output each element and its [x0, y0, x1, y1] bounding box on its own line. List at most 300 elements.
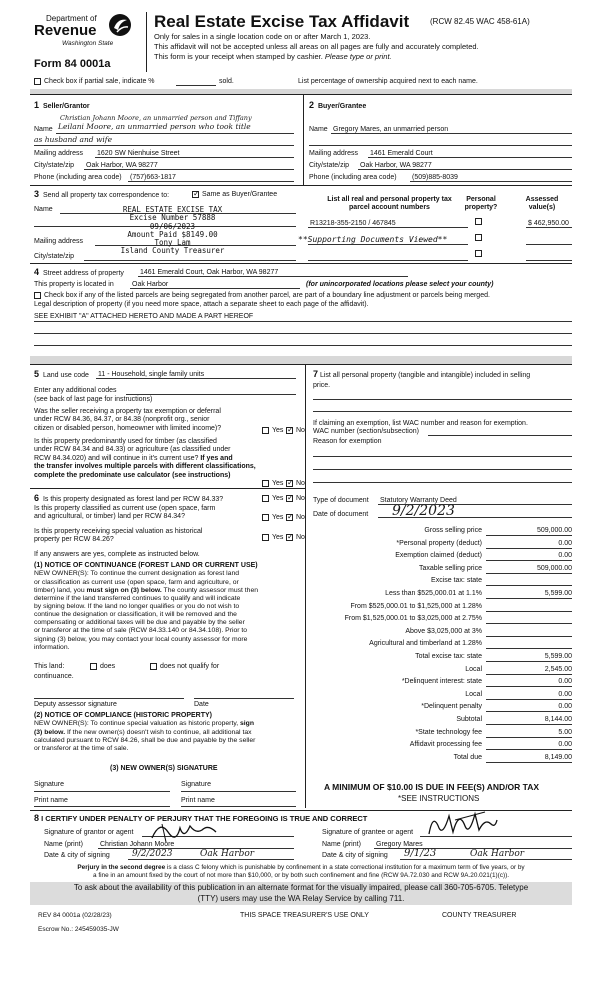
- grantee-date-label: Date & city of signing: [322, 852, 388, 859]
- grantee-signature-label: Signature of grantee or agent: [322, 829, 414, 836]
- divider: [30, 94, 572, 95]
- tax-row: [313, 728, 572, 741]
- header-note-3b: Please type or print.: [324, 52, 392, 61]
- seller-mailing[interactable]: 1620 SW Nienhuise Street: [97, 150, 180, 157]
- personal-property-line-2[interactable]: [313, 411, 572, 412]
- grantee-name-label: Name (print): [322, 841, 361, 848]
- land-use-line: [96, 378, 296, 379]
- unincorporated-note: (for unincorporated locations please select your county): [306, 281, 494, 288]
- deputy-signature-line[interactable]: [34, 698, 184, 699]
- tax-row-value[interactable]: 0.00: [558, 539, 572, 547]
- print-name-label-2: Print name: [181, 797, 215, 804]
- rcw-reference: (RCW 82.45 WAC 458-61A): [430, 17, 530, 26]
- tax-row-value[interactable]: 0.00: [558, 690, 572, 698]
- assessed-header: [512, 196, 572, 212]
- tax-row-label: Subtotal: [456, 716, 482, 723]
- tax-row: [313, 690, 572, 703]
- notice-2-line-2a: (3) below.: [34, 728, 66, 736]
- tax-row-label: *Delinquent penalty: [421, 703, 482, 711]
- tax-row: [313, 715, 572, 728]
- perjury-notice: [30, 864, 572, 880]
- tax-row-line: [486, 611, 572, 612]
- seller-city[interactable]: Oak Harbor, WA 98277: [86, 162, 158, 169]
- ownership-note: List percentage of ownership acquired next to each name.: [298, 78, 478, 85]
- notice-2-line-3: calculated pursuant to RCW 84.26, shall be due and payable by the seller: [34, 736, 256, 744]
- parcel-number[interactable]: R13218-355-2150 / 467845: [310, 220, 396, 227]
- buyer-mailing[interactable]: 1461 Emerald Court: [370, 150, 433, 157]
- tax-row: [313, 589, 572, 602]
- shaded-band-2: [30, 356, 572, 364]
- assessed-line-1: [526, 227, 572, 228]
- tax-row-line: [486, 585, 572, 586]
- land-does-checkbox[interactable]: [90, 663, 97, 670]
- doc-date[interactable]: 9/2/2023: [392, 503, 455, 519]
- doc-type-label: Type of document: [313, 497, 369, 504]
- buyer-phone-label: Phone (including area code): [309, 174, 397, 181]
- buyer-name-label: Name: [309, 126, 328, 133]
- segregated-checkbox[interactable]: [34, 292, 41, 299]
- located-line: [130, 288, 300, 289]
- certify-text: I CERTIFY UNDER PENALTY OF PERJURY THAT THE FOREGOING IS TRUE AND CORRECT: [41, 814, 368, 823]
- tax-row: [313, 576, 572, 589]
- tax-row-line: [486, 724, 572, 725]
- notice-1-line-3: [34, 587, 258, 595]
- legal-line-1: [34, 321, 572, 322]
- buyer-phone[interactable]: (509)885-8039: [412, 174, 458, 181]
- s5-q2-yes-checkbox[interactable]: [262, 480, 269, 487]
- tax-row-value[interactable]: 8,149.00: [544, 753, 572, 761]
- section-1-number: 1: [34, 100, 40, 110]
- buyer-heading: [309, 100, 366, 111]
- assessed-line-2: [526, 244, 572, 245]
- s6-q2-yes-checkbox[interactable]: [262, 514, 269, 521]
- section-8-number: 8: [34, 813, 40, 823]
- tax-row: [313, 627, 572, 640]
- additional-codes-line[interactable]: [126, 394, 296, 395]
- divider: [30, 364, 572, 365]
- tax-row-label: From $525,000.01 to $1,525,000 at 1.28%: [350, 602, 482, 610]
- header-note-3: [154, 53, 392, 62]
- section-3-number: 3: [34, 189, 40, 199]
- s6-q1-text: Is this property designated as forest land per RCW 84.33?: [42, 496, 224, 503]
- tax-row: [313, 753, 572, 766]
- grantor-city[interactable]: Oak Harbor: [200, 849, 255, 859]
- tax-row-line: [486, 749, 572, 750]
- s6-q3-line-2: property per RCW 84.26?: [34, 536, 114, 544]
- sold-label: sold.: [219, 78, 234, 85]
- notice-2-line-2b: If the new owner(s) doesn't wish to continue, all additional tax: [65, 728, 252, 736]
- wac-number-line[interactable]: [428, 435, 572, 436]
- personal-header-1: Personal: [466, 196, 496, 203]
- tax-row: [313, 564, 572, 577]
- s5-q1-no-checkbox[interactable]: [286, 427, 293, 434]
- grantee-date-line: [400, 859, 572, 860]
- tax-row: [313, 602, 572, 615]
- grantor-date-label: Date & city of signing: [44, 852, 110, 859]
- tax-row: [313, 677, 572, 690]
- tax-row-label: Local: [465, 690, 482, 698]
- partial-sale-percent-field[interactable]: [176, 79, 216, 86]
- seller-name-label: Name: [34, 126, 53, 133]
- section-3-mailing-label: Mailing address: [34, 238, 84, 245]
- notice-2-line-1b: sign: [240, 720, 254, 728]
- seller-mailing-label: Mailing address: [34, 150, 84, 157]
- buyer-city-label: City/state/zip: [309, 162, 350, 169]
- notice-continuance: [34, 562, 258, 652]
- buyer-name-line: [331, 133, 572, 134]
- s6-q3-no-checkbox[interactable]: [286, 534, 293, 541]
- notice-2-line-1: [34, 720, 255, 728]
- tax-row-line: [486, 598, 572, 599]
- divider: [30, 185, 572, 186]
- stamp-line-1: REAL ESTATE EXCISE TAX: [122, 205, 223, 214]
- doc-date-label: Date of document: [313, 511, 369, 518]
- new-owner-print-line-1[interactable]: [34, 806, 170, 807]
- parcels-header-1: List all real and personal property tax: [327, 196, 452, 203]
- grantor-name-label: Name (print): [44, 841, 83, 848]
- s5-q2-line-1: Is this property predominantly used for timber (as classified: [34, 438, 217, 445]
- tax-row-line: [486, 686, 572, 687]
- parcel-line-3: [308, 260, 468, 261]
- s6-q2-no-label: No: [296, 514, 305, 521]
- stamp-line-6: Island County Treasurer: [120, 246, 225, 256]
- perjury-bold: Perjury in the second degree: [77, 864, 166, 871]
- buyer-city[interactable]: Oak Harbor, WA 98277: [360, 162, 432, 169]
- divider: [30, 488, 306, 489]
- perjury-text-2: a fine in an amount fixed by the court of not more than $10,000, or by both such confinement and fine (RCW 9A.72.030 and RCW 9A.20.021(1)(c)).: [93, 872, 509, 879]
- tax-row-label: Gross selling price: [424, 527, 482, 534]
- seller-name-line: [56, 133, 294, 134]
- seller-heading-label: Seller/Grantor: [42, 103, 90, 110]
- header-note-1: Only for sales in a single location code on or after March 1, 2023.: [154, 32, 371, 41]
- tax-row-line: [486, 648, 572, 649]
- tax-row-label: Affidavit processing fee: [409, 741, 482, 749]
- print-name-label-1: Print name: [34, 797, 68, 804]
- buyer-name-line-2: [309, 145, 572, 146]
- section-7-text-1: List all personal property (tangible and intangible) included in selling: [319, 372, 531, 379]
- grantor-date[interactable]: 9/2/2023: [132, 849, 173, 859]
- grantee-date[interactable]: 9/1/23: [404, 848, 437, 859]
- s5-q2-line-3b: If yes and: [200, 454, 233, 462]
- dept-of-label: Department of: [46, 14, 97, 23]
- tax-row-value[interactable]: 509,000.00: [536, 527, 572, 534]
- tax-row-line: [486, 535, 572, 536]
- tax-row: [313, 614, 572, 627]
- legal-line-3: [34, 345, 572, 346]
- perjury-text-1: is a class C felony which is punishable by confinement in a state correctional institution for a maximum term of five years, or by: [165, 864, 525, 871]
- tax-row-line: [486, 636, 572, 637]
- notice-1-line-5: by signing below. If the land no longer qualifies or you do not wish to: [34, 603, 240, 611]
- s6-q2-yes-label: Yes: [272, 514, 284, 521]
- tax-row-line: [486, 623, 572, 624]
- s5-q2-yes-label: Yes: [272, 480, 284, 487]
- s6-q3-yes-checkbox[interactable]: [262, 534, 269, 541]
- personal-header-2: property?: [464, 204, 498, 212]
- grantee-city[interactable]: Oak Harbor: [470, 849, 525, 859]
- supporting-docs-stamp: **Supporting Documents Viewed**: [298, 235, 448, 244]
- grantee-name[interactable]: Gregory Mares: [376, 841, 423, 848]
- parcels-header: [312, 196, 467, 212]
- seller-phone-label: Phone (including area code): [34, 174, 122, 181]
- notice-1-line-6: continue the designation or classification, it will be removed and the: [34, 611, 237, 619]
- parcel-line-2: [308, 244, 468, 245]
- wac-instructions: If claiming an exemption, list WAC number and reason for exemption.: [313, 420, 528, 427]
- revenue-swirl-icon: [108, 12, 132, 38]
- section-3-city-line: [84, 260, 296, 261]
- s6-q1-yes-checkbox[interactable]: [262, 495, 269, 502]
- seller-city-label: City/state/zip: [34, 162, 75, 169]
- s5-q1-line-2: under RCW 84.36, 84.37, or 84.38 (nonprofit org., senior: [34, 416, 210, 424]
- tax-row-label: Agricultural and timberland at 1.28%: [369, 640, 482, 648]
- notice-1-line-3b: must sign on (3) below.: [86, 586, 162, 594]
- tax-row-line: [486, 560, 572, 561]
- tax-row-label: Taxable selling price: [418, 564, 482, 572]
- county-treasurer: COUNTY TREASURER: [442, 912, 517, 919]
- tax-row-value[interactable]: 8,144.00: [544, 716, 572, 723]
- minimum-due-note: A MINIMUM OF $10.00 IS DUE IN FEE(S) AND/OR TAX: [324, 782, 540, 792]
- tax-row-label: *Delinquent interest: state: [401, 678, 482, 686]
- divider: [30, 263, 572, 264]
- s6-q1-no-label: No: [296, 495, 305, 502]
- reason-line-2[interactable]: [313, 469, 572, 470]
- notice-2-line-1a: NEW OWNER(S): To continue special valuation as historic property,: [34, 720, 240, 728]
- s5-q2-no-label: No: [296, 480, 305, 487]
- buyer-name[interactable]: Gregory Mares, an unmarried person: [333, 126, 449, 133]
- signature-label-1: Signature: [34, 781, 64, 788]
- notice-1-line-8: or transferor at the time of sale (RCW 84.33.140 or 84.34.108). Prior to: [34, 627, 248, 635]
- tax-row: [313, 539, 572, 552]
- tax-row-label: Local: [465, 665, 482, 673]
- s5-q1-yes-checkbox[interactable]: [262, 427, 269, 434]
- tax-row-line: [486, 762, 572, 763]
- personal-property-checkbox-2[interactable]: [475, 234, 482, 241]
- doc-date-line: [378, 517, 572, 518]
- land-use-row: [34, 369, 89, 380]
- s5-q1-line-1: Was the seller receiving a property tax exemption or deferral: [34, 408, 221, 415]
- s5-q2-line-3: [34, 455, 256, 463]
- tax-row: [313, 551, 572, 564]
- property-street[interactable]: 1461 Emerald Court, Oak Harbor, WA 98277: [140, 269, 279, 276]
- tax-row-value[interactable]: 5,599.00: [544, 653, 572, 660]
- tax-row-line: [486, 699, 572, 700]
- deputy-date-label: Date: [194, 701, 209, 708]
- notice-1-line-4: determine if the land transferred continues to qualify and will indicate: [34, 594, 241, 602]
- s5-q2-no-checkbox[interactable]: [286, 480, 293, 487]
- header-note-2: This affidavit will not be accepted unless all areas on all pages are fully and accurately completed.: [154, 42, 479, 51]
- tax-row: [313, 526, 572, 539]
- same-as-buyer-label: Same as Buyer/Grantee: [202, 191, 278, 198]
- notice-2-line-2: [34, 729, 255, 737]
- seller-name-handwritten-2: as husband and wife: [34, 135, 113, 144]
- see-instructions: *SEE INSTRUCTIONS: [398, 794, 480, 803]
- tax-row-label: Exemption claimed (deduct): [395, 552, 482, 560]
- seller-name-line-2: [34, 145, 294, 146]
- tax-row-value[interactable]: 5.00: [558, 728, 572, 736]
- section-4-number: 4: [34, 267, 40, 277]
- deputy-signature-label: Deputy assessor signature: [34, 701, 117, 708]
- land-does-not-label: does not qualify for: [160, 663, 220, 670]
- tax-row-value[interactable]: 509,000.00: [536, 564, 572, 572]
- street-label: Street address of property: [42, 270, 124, 277]
- stamp-line-4: Amount Paid $8149.00: [127, 229, 218, 239]
- land-use-code[interactable]: 11 - Household, single family units: [98, 371, 205, 378]
- section-7-number: 7: [313, 369, 319, 379]
- land-does-not-checkbox[interactable]: [150, 663, 157, 670]
- section-3-text: Send all property tax correspondence to:: [42, 192, 170, 199]
- tax-row-value[interactable]: 0.00: [558, 741, 572, 749]
- s5-q2: [34, 438, 256, 480]
- new-owner-signature-line-2[interactable]: [181, 791, 296, 792]
- section-4-street: [34, 267, 124, 278]
- new-owner-signature-heading: (3) NEW OWNER(S) SIGNATURE: [110, 765, 218, 772]
- stamp-line-5: Tony Lam: [154, 238, 191, 247]
- wac-number-label: WAC number (section/subsection): [313, 428, 419, 435]
- tax-row-label: Total due: [453, 753, 482, 761]
- assessed-header-1: Assessed: [525, 196, 559, 203]
- assessed-value[interactable]: $ 462,950.00: [528, 220, 569, 227]
- dor-logo: [32, 12, 136, 56]
- s5-q2-line-5: complete the predominate use calculator (see instructions): [34, 471, 231, 479]
- partial-sale-checkbox[interactable]: [34, 78, 41, 85]
- perjury-line-1: [30, 864, 572, 872]
- tax-row: [313, 665, 572, 678]
- reason-label: Reason for exemption: [313, 438, 382, 445]
- tax-row-value[interactable]: 5,599.00: [544, 590, 572, 597]
- buyer-mailing-label: Mailing address: [309, 150, 359, 157]
- tax-row-line: [486, 737, 572, 738]
- s6-q3-line-1: Is this property receiving special valuation as historical: [34, 528, 203, 535]
- notice-compliance: [34, 712, 255, 753]
- wa-state-label: Washington State: [62, 40, 114, 47]
- doc-type[interactable]: Statutory Warranty Deed: [380, 497, 457, 504]
- additional-codes-label: Enter any additional codes: [34, 387, 117, 394]
- s5-q2-line-2: under RCW 84.34 and 84.33) or agriculture (as classified under: [34, 446, 231, 454]
- new-owner-print-line-2[interactable]: [181, 806, 296, 807]
- revenue-label: Revenue: [34, 22, 97, 39]
- rev-number: REV 84 0001a (02/28/23): [38, 912, 112, 919]
- parcel-line-1: [308, 227, 468, 228]
- personal-property-checkbox-1[interactable]: [475, 218, 482, 225]
- seller-mailing-line: [95, 157, 294, 158]
- reason-line-3[interactable]: [313, 482, 572, 483]
- located-in[interactable]: Oak Harbor: [132, 281, 169, 288]
- partial-sale-label: Check box if partial sale, indicate %: [44, 78, 155, 85]
- section-7-line-1: [313, 369, 530, 381]
- personal-header: [460, 196, 502, 212]
- tax-row-line: [486, 674, 572, 675]
- legal-description-label: Legal description of property (if you need more space, attach a separate sheet to each page of the affidavit).: [34, 301, 369, 308]
- treasurer-use-only: THIS SPACE TREASURER'S USE ONLY: [240, 912, 369, 919]
- tax-row-value[interactable]: 2,545.00: [544, 665, 572, 673]
- this-land-label: This land:: [34, 663, 65, 670]
- notice-1-line-9: signing (3) below, you may contact your local county assessor for more: [34, 635, 248, 643]
- tax-row-line: [486, 711, 572, 712]
- tax-row: [313, 740, 572, 753]
- seller-city-line: [84, 169, 294, 170]
- notice-1-line-3a: timber) land, you: [34, 586, 87, 594]
- new-owner-signature-line-1[interactable]: [34, 791, 170, 792]
- tax-row-line: [486, 548, 572, 549]
- see-back-label: (see back of last page for instructions): [34, 396, 153, 403]
- section-3-heading: [34, 189, 169, 200]
- alt-format-line-1: To ask about the availability of this publication in an alternate format for the visually impaired, please call 360-705-6705. Teletype: [73, 883, 529, 892]
- tax-row-value[interactable]: 0.00: [558, 552, 572, 560]
- street-line: [138, 276, 408, 277]
- section-1-2-divider: [303, 95, 304, 185]
- tax-row-label: Less than $525,000.01 at 1.1%: [385, 590, 482, 597]
- same-as-buyer-checkbox[interactable]: [192, 191, 199, 198]
- section-7-text-2: price.: [313, 381, 331, 389]
- tax-row: [313, 702, 572, 715]
- s6-q2-line-2: and agricultural, or timber) land per RCW 84.34?: [34, 513, 185, 521]
- buyer-mailing-line: [368, 157, 572, 158]
- personal-property-checkbox-3[interactable]: [475, 250, 482, 257]
- legal-line-2: [34, 333, 572, 334]
- land-use-label: Land use code: [42, 372, 89, 379]
- tax-row-label: *Personal property (deduct): [396, 539, 482, 547]
- s5-q1: [34, 408, 221, 433]
- seller-name-handwritten-1[interactable]: Leilani Moore, an unmarried person who took title: [58, 122, 251, 131]
- seller-name-handwritten-top: Christian Johann Moore, an unmarried person and Tiffany: [60, 114, 252, 122]
- tax-row-label: Total excise tax: state: [415, 653, 482, 660]
- reason-line-1[interactable]: [313, 456, 572, 457]
- s6-q3-yes-label: Yes: [272, 534, 284, 541]
- if-any-yes: If any answers are yes, complete as instructed below.: [34, 551, 200, 558]
- s5-q2-line-3a: RCW 84.34.020) and will continue in it's current use?: [34, 454, 199, 462]
- escrow-number: Escrow No.: 245459035-JW: [38, 926, 119, 933]
- grantor-name[interactable]: Christian Johann Moore: [100, 841, 175, 848]
- notice-2-heading: (2) NOTICE OF COMPLIANCE (HISTORIC PROPERTY): [34, 712, 212, 719]
- grantor-name-line: [98, 848, 294, 849]
- signature-label-2: Signature: [181, 781, 211, 788]
- header-note-3a: This form is your receipt when stamped by cashier.: [154, 52, 325, 61]
- deputy-date-line[interactable]: [194, 698, 294, 699]
- tax-row-value[interactable]: 0.00: [558, 678, 572, 686]
- s6-q1-no-checkbox[interactable]: [286, 495, 293, 502]
- seller-phone-line: [128, 181, 294, 182]
- continuance-label: continuance.: [34, 673, 74, 680]
- tax-row-value[interactable]: 0.00: [558, 703, 572, 711]
- alt-format-line-2: (TTY) users may use the WA Relay Service by calling 711.: [197, 893, 405, 903]
- section-3-city-label: City/state/zip: [34, 253, 75, 260]
- section-6-number: 6: [34, 493, 40, 503]
- s6-q2-no-checkbox[interactable]: [286, 514, 293, 521]
- notice-1-heading: (1) NOTICE OF CONTINUANCE (FOREST LAND OR CURRENT USE): [34, 562, 258, 569]
- legal-description[interactable]: SEE EXHIBIT "A" ATTACHED HERETO AND MADE A PART HEREOF: [34, 313, 254, 320]
- s5-q1-no-label: No: [296, 427, 305, 434]
- notice-1-line-3c: The county assessor must then: [161, 586, 259, 594]
- personal-property-line-1[interactable]: [313, 399, 572, 400]
- buyer-heading-label: Buyer/Grantee: [317, 103, 367, 110]
- s6-q2-line-1: Is this property classified as current use (open space, farm: [34, 505, 216, 512]
- tax-row: [313, 652, 572, 665]
- stamp-line-3: 09/06/2023: [149, 221, 196, 231]
- notice-2-line-4: or transferor at the time of sale.: [34, 744, 129, 752]
- grantor-signature-label: Signature of grantor or agent: [44, 829, 134, 836]
- notice-1-line-2: or classification as current use (open space, farm and agriculture, or: [34, 578, 239, 586]
- s5-q1-line-3: citizen or disabled person, homeowner with limited income)?: [34, 424, 222, 432]
- alt-format-box: [30, 882, 572, 905]
- section-5-number: 5: [34, 369, 40, 379]
- seller-phone[interactable]: (757)663-1817: [130, 174, 176, 181]
- tax-row-label: Above $3,025,000 at 3%: [405, 627, 482, 635]
- section-7-heading: [313, 369, 530, 390]
- tax-row-label: *State technology fee: [415, 728, 482, 736]
- assessed-header-2: value(s): [528, 204, 556, 212]
- tax-row-line: [486, 573, 572, 574]
- notice-1-line-7: compensating or additional taxes will be due and payable by the seller: [34, 619, 245, 627]
- s5-q2-line-4: the transfer involves multiple parcels with different classifications,: [34, 463, 256, 471]
